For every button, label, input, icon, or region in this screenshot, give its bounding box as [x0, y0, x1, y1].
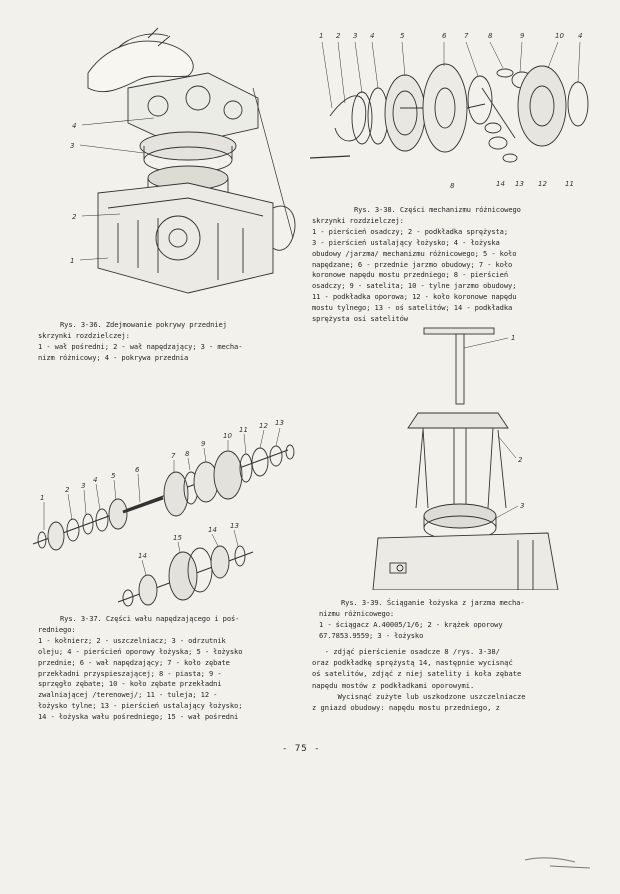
callout-2: 2: [518, 456, 523, 464]
caption-fig-3-39: [319, 598, 525, 642]
caption-line: sprzęgło zębate; 10 - koło zębate przekładni: [38, 679, 222, 689]
scan-smudge: [520, 848, 600, 872]
caption-line: łożysko tylne; 13 - pierścień ustalający łożysko;: [38, 701, 243, 711]
shaft-parts-exploded-illustration: [28, 412, 313, 612]
callout-13: 13: [275, 419, 284, 427]
paragraph-line: z gniazd obudowy: napędu mostu przedniego, z: [312, 703, 500, 713]
callout-4: 4: [370, 32, 375, 40]
paragraph-line: oraz podkładkę sprężystą 14, następnie wycisnąć: [312, 658, 513, 668]
callout-11: 11: [239, 426, 248, 434]
callout-15: 15: [173, 534, 182, 542]
paragraph-line: Wycisnąć zużyte lub uszkodzone uszczelniacze: [312, 691, 526, 701]
caption-line: 1 - kołnierz; 2 - uszczelniacz; 3 - odrzutnik: [38, 635, 226, 645]
callout-14: 14: [496, 180, 505, 188]
caption-fig-3-38: [312, 205, 521, 325]
callout-3: 3: [520, 502, 525, 510]
callout-2: 2: [336, 32, 341, 40]
instruction-text: [312, 646, 526, 713]
caption-line: Rys. 3-38. Części mechanizmu różnicowego: [354, 205, 521, 214]
callout-2: 2: [72, 213, 77, 221]
caption-line: sprężysta osi satelitów: [312, 314, 408, 324]
callout-6: 6: [135, 466, 140, 474]
figure-3-38: [310, 28, 600, 193]
caption-line: 67.7853.9559; 3 - łożysko: [319, 630, 424, 640]
caption-line: 1 - pierścień osadczy; 2 - podkładka sprężysta;: [312, 226, 509, 236]
figure-3-39: [368, 318, 568, 590]
callout-7: 7: [171, 452, 176, 460]
callout-8: 8: [488, 32, 493, 40]
caption-fig-3-37: [38, 614, 242, 723]
caption-line: nizmu różnicowego:: [319, 608, 395, 618]
caption-line: oleju; 4 - pierścień oporowy łożyska; 5 - łożysko: [38, 646, 243, 656]
callout-3: 3: [353, 32, 358, 40]
callout-8: 8: [185, 450, 190, 458]
caption-line: przekładni przyspieszającej; 8 - piasta; 9 -: [38, 668, 222, 678]
callout-9: 9: [201, 440, 206, 448]
bearing-puller-illustration: [368, 318, 568, 590]
callout-4b: 4: [578, 32, 583, 40]
caption-line: redniego:: [38, 624, 76, 634]
paragraph-line: oś satelitów, zdjąć z niej satelity i koła zębate: [312, 669, 522, 679]
callout-3: 3: [70, 142, 75, 150]
callout-9: 9: [520, 32, 525, 40]
callout-14: 14: [138, 552, 147, 560]
caption-line: zwalniającej /terenowej/; 11 - tuleja; 12 -: [38, 690, 218, 700]
figure-3-36: [58, 18, 298, 318]
paragraph-line: napędu mostów z podkładkami oporowymi.: [312, 680, 475, 690]
differential-exploded-illustration: [310, 28, 600, 193]
callout-12: 12: [538, 180, 547, 188]
caption-line: napędzane; 6 - przednie jarzmo obudowy; 7 - koło: [312, 259, 513, 269]
caption-line: osadczy; 9 - satelita; 10 - tylne jarzmo obudowy;: [312, 281, 517, 291]
caption-line: 14 - łożyska wału pośredniego; 15 - wał pośredni: [38, 712, 239, 722]
callout-8b: 8: [450, 182, 455, 190]
caption-line: skrzynki rozdzielczej:: [312, 215, 404, 225]
caption-line: Rys. 3-39. Ściąganie łożyska z jarzma mecha-: [341, 598, 525, 607]
caption-line: Rys. 3-36. Zdejmowanie pokrywy przedniej: [60, 320, 227, 329]
callout-2: 2: [65, 486, 70, 494]
callout-3: 3: [81, 482, 86, 490]
callout-12: 12: [259, 422, 268, 430]
caption-line: 3 - pierścień ustalający łożysko; 4 - łożyska: [312, 237, 500, 247]
callout-10: 10: [555, 32, 564, 40]
caption-line: skrzynki rozdzielczej:: [38, 330, 130, 340]
callout-14b: 14: [208, 526, 217, 534]
callout-13b: 13: [230, 522, 239, 530]
caption-line: Rys. 3-37. Części wału napędzającego i poś-: [60, 614, 240, 623]
callout-1: 1: [511, 334, 516, 342]
caption-line: 11 - podkładka oporowa; 12 - koło koronowe napędu: [312, 292, 517, 302]
caption-line: obudowy /jarzma/ mechanizmu różnicowego; 5 - koło: [312, 248, 517, 258]
paragraph-line: - zdjąć pierścienie osadcze 8 /rys. 3-38/: [312, 647, 500, 656]
callout-11: 11: [565, 180, 574, 188]
callout-5: 5: [111, 472, 116, 480]
callout-4: 4: [72, 122, 77, 130]
caption-fig-3-36: [38, 320, 242, 364]
figure-3-37: [28, 412, 313, 612]
caption-line: przednie; 6 - wał napędzający; 7 - koło zębate: [38, 657, 230, 667]
callout-1: 1: [319, 32, 324, 40]
caption-line: 1 - ściągacz A.40005/1/6; 2 - krążek oporowy: [319, 619, 503, 629]
caption-line: 1 - wał pośredni; 2 - wał napędzający; 3 - mecha-: [38, 341, 243, 351]
callout-13: 13: [515, 180, 524, 188]
caption-line: nizm różnicowy; 4 - pokrywa przednia: [38, 352, 189, 362]
gearbox-cover-illustration: [58, 18, 298, 318]
caption-line: koronowe napędu mostu przedniego; 8 - pierścień: [312, 270, 509, 280]
callout-4: 4: [93, 476, 98, 484]
callout-1: 1: [40, 494, 45, 502]
callout-5: 5: [400, 32, 405, 40]
callout-10: 10: [223, 432, 232, 440]
callout-7: 7: [464, 32, 469, 40]
callout-6: 6: [442, 32, 447, 40]
caption-line: mostu tylnego; 13 - oś satelitów; 14 - podkładka: [312, 303, 513, 313]
page-number: - 75 -: [282, 744, 321, 754]
callout-1: 1: [70, 257, 75, 265]
